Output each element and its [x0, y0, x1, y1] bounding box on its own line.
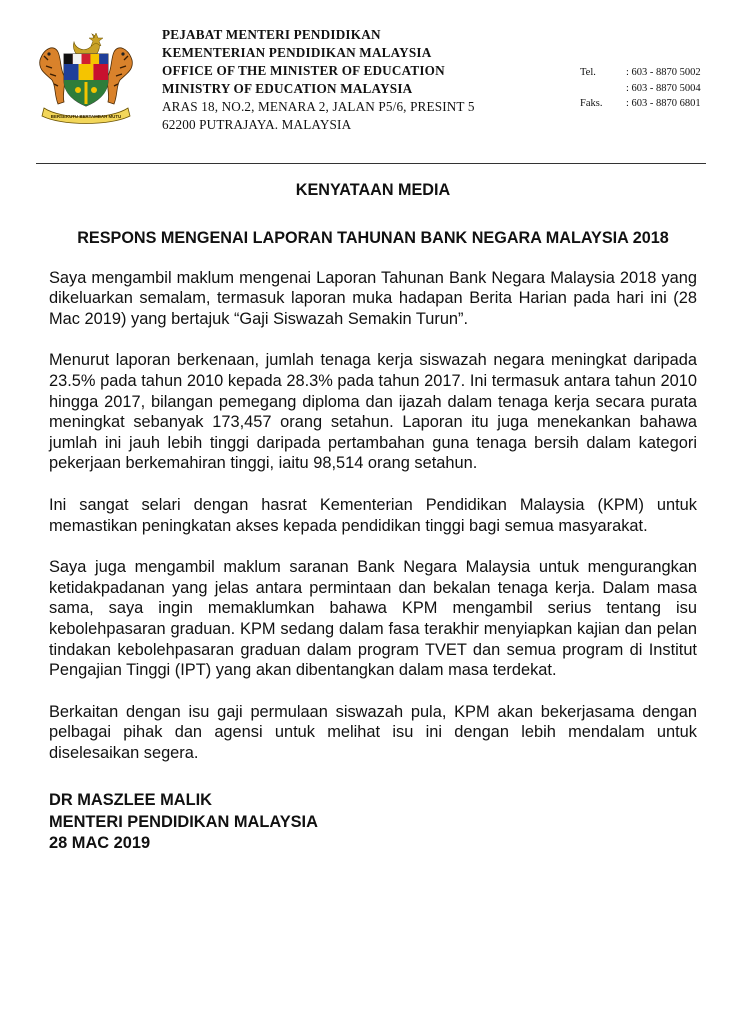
header-divider [36, 163, 706, 164]
contact-row-tel-2 [580, 81, 701, 97]
contact-value: : 603 - 8870 5002 [626, 67, 701, 78]
contact-value: : 603 - 8870 6801 [626, 98, 701, 109]
address-line: 62200 PUTRAJAYA. MALAYSIA [162, 117, 352, 132]
paragraph: Saya juga mengambil maklum saranan Bank Negara Malaysia untuk mengurangkan ketidakpadanan yang jelas antara permintaan dan bekalan tenaga kerja. Dalam masa sama, saya ingin memaklumkan bahawa KPM mengambil serius tentang isu kebolehpasaran graduan. KPM sedang dalam fasa terakhir menyiapkan kajian dan pelan tindakan kebolehpasaran graduan dalam program TVET dan semua program di Institut Pengajian Tinggi (IPT) yang akan dibentangkan dalam masa terdekat. [49, 558, 697, 680]
contact-row-fax [580, 96, 701, 112]
signatory-position: MENTERI PENDIDIKAN MALAYSIA [49, 812, 318, 831]
paragraph: Menurut laporan berkenaan, jumlah tenaga kerja siswazah negara meningkat daripada 23.5% pada tahun 2010 kepada 28.3% pada tahun 2017. Ini termasuk antara tahun 2010 hingga 2017, bilangan pemegang diploma dan ijazah dalam tenaga kerja secara purata meningkat sebanyak 173,457 orang setahun. Laporan itu juga menekankan bahawa jumlah ini jauh lebih tinggi daripada pertambahan guna tenaga bersih dalam kategori pekerjaan berkemahiran tinggi, iaitu 98,514 orang setahun. [49, 351, 697, 473]
malaysia-coat-of-arms-icon [34, 30, 138, 124]
office-address-block [162, 26, 542, 134]
crest-motto: BERSEKUTU BERTAMBAH MUTU [50, 114, 122, 119]
contact-row-tel [580, 65, 701, 81]
statement-date: 28 MAC 2019 [49, 834, 151, 853]
signature-block [49, 790, 697, 855]
paragraph: Saya mengambil maklum mengenai Laporan Tahunan Bank Negara Malaysia 2018 yang dikeluarkan semalam, termasuk laporan muka hadapan Berita Harian pada hari ini (28 Mac 2019) yang bertajuk “Gaji Siswazah Semakin Turun”. [49, 268, 697, 328]
contact-label [580, 81, 626, 97]
org-line: MINISTRY OF EDUCATION MALAYSIA [162, 81, 413, 96]
signatory-name: DR MASZLEE MALIK [49, 791, 212, 810]
contact-label: Tel. [580, 67, 596, 78]
media-statement-body [49, 180, 697, 855]
paragraph: Berkaitan dengan isu gaji permulaan siswazah pula, KPM akan bekerjasama dengan pelbagai pihak dan agensi untuk melihat isu ini dengan lebih mendalam untuk diselesaikan segera. [49, 702, 697, 762]
address-line: ARAS 18, NO.2, MENARA 2, JALAN P5/6, PRESINT 5 [162, 99, 475, 114]
contact-block [580, 65, 701, 112]
contact-value: : 603 - 8870 5004 [626, 82, 701, 94]
org-line: PEJABAT MENTERI PENDIDIKAN [162, 27, 381, 42]
org-line: KEMENTERIAN PENDIDIKAN MALAYSIA [162, 45, 432, 60]
document-title: RESPONS MENGENAI LAPORAN TAHUNAN BANK NEGARA MALAYSIA 2018 [77, 228, 669, 247]
letterhead [0, 0, 750, 160]
document-heading: KENYATAAN MEDIA [295, 181, 451, 199]
contact-label: Faks. [580, 98, 603, 109]
org-line: OFFICE OF THE MINISTER OF EDUCATION [162, 63, 445, 78]
paragraph: Ini sangat selari dengan hasrat Kementerian Pendidikan Malaysia (KPM) untuk memastikan peningkatan akses kepada pendidikan tinggi bagi semua masyarakat. [49, 495, 697, 535]
